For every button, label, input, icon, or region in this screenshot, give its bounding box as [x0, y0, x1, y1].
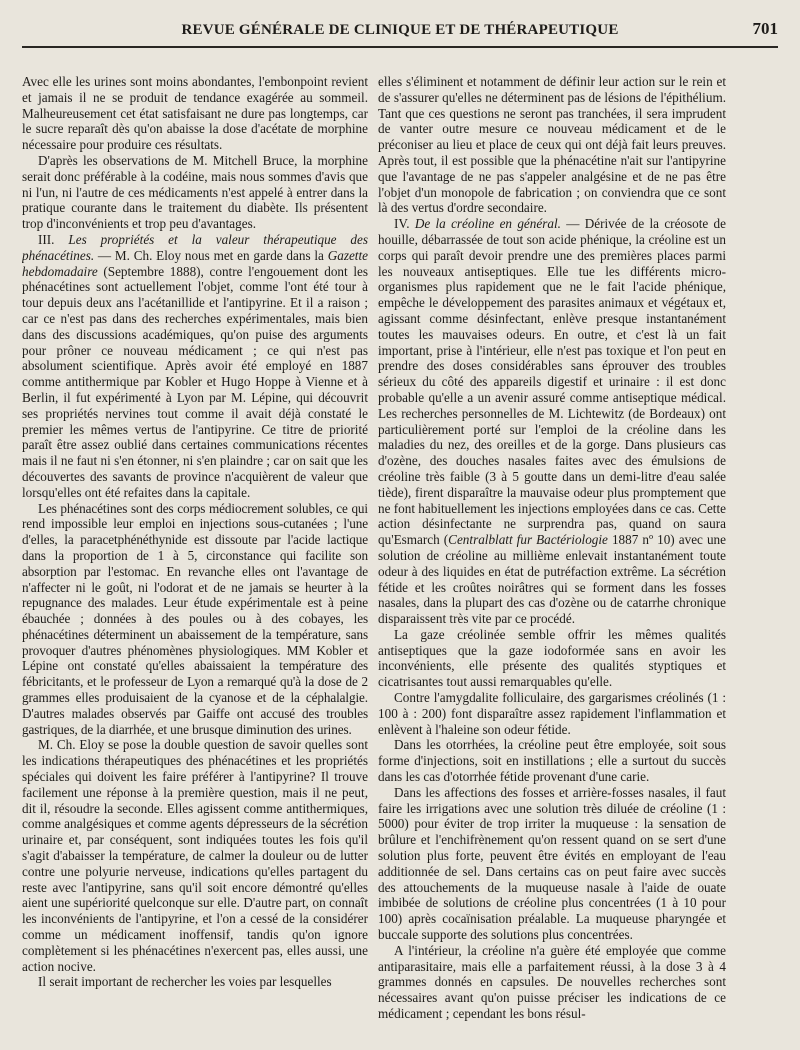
- section-iv-paragraph: [378, 216, 726, 627]
- text-run: — M. Ch. Eloy nous met en garde dans la: [94, 247, 328, 263]
- text-run: — Dérivée de la créosote de houille, débarrassée de tout son acide phénique, la créoline est un corps qui paraît devoir prendre une des premières places parmi les nouveaux antiseptiques. Elle tue les différents micro-organismes plus rapidement que ne le fait l'acide phénique, empêche le développement des parasites animaux et végétaux et, agissant comme désinfectant, enlève presque instantanément toutes les mauvaises odeurs. En outre, et c'est là un fait important, prise à l'intérieur, elle n'est pas toxique et l'on peut en prendre des doses considérables sans éprouver des troubles sérieux du côté des appareils digestif et urinaire : il est donc probable qu'elle a un avenir assuré comme antiseptique médical. Les recherches personnelles de M. Lichtewitz (de Bordeaux) ont particulièrement porté sur l'emploi de la créoline dans les maladies du nez, des oreilles et de la gorge. Dans plusieurs cas d'ozène, des douches nasales faites avec des émulsions de créoline très faible (3 à 5 goutte dans un demi-litre d'eau salée tiède), firent disparaître la mauvaise odeur plus promptement que ne font habituellement les injections employées dans ce cas. Cette action désinfectante ne surprendra pas, quand on saura qu'Esmarch (: [378, 216, 726, 548]
- running-title: REVUE GÉNÉRALE DE CLINIQUE ET DE THÉRAPEUTIQUE: [181, 22, 619, 38]
- section-number: IV.: [394, 216, 410, 232]
- paragraph: Dans les otorrhées, la créoline peut être employée, soit sous forme d'injections, soit en instillations ; elle a surtout du succès dans les cas d'otorrhée fétide provenant d'une carie.: [378, 737, 726, 785]
- text-run: 1887 nº 10) avec une solution de créoline au millième enlevait instantanément toute odeur à des liquides en état de putréfaction extrême. La sécrétion fétide et les croûtes noirâtres qui se forment dans les fosses nasales, dans la plupart des cas d'ozène ou de catarrhe chronique disparaissent très vite par ce procédé.: [378, 532, 726, 627]
- page-header: [22, 18, 778, 44]
- section-number: III.: [38, 231, 55, 247]
- paragraph: La gaze créolinée semble offrir les mêmes qualités antiseptiques que la gaze iodoformée sans en avoir les inconvénients, elle présente des qualités styptiques et cicatrisantes tout aussi remarquables qu'elle.: [378, 626, 726, 690]
- page-number: 701: [752, 19, 778, 38]
- paragraph: Il serait important de rechercher les voies par lesquelles: [38, 974, 332, 990]
- paragraph: A l'intérieur, la créoline n'a guère été employée que comme antiparasitaire, mais elle a parfaitement réussi, à la dose 3 à 4 grammes donnés en capsules. De nouvelles recherches sont nécessaires avant qu'on puisse préciser les indications de ce médicament ; cependant les bons résul-: [378, 942, 726, 1022]
- header-rule: [22, 46, 778, 48]
- paragraph: Dans les affections des fosses et arrière-fosses nasales, il faut faire les irrigations avec une solution très diluée de créoline (1 : 5000) pour éviter de trop irriter la muqueuse : la sensation de brûlure et l'enchifrènement qu'on ressent quand on se sert d'une solution plus forte, peuvent être évités en employant de l'eau additionnée de sel. Dans certains cas on peut faire avec succès des attouchements de la muqueuse nasale à l'aide de ouate imbibée de solutions de créoline plus concentrées (1 à 10 pour 100) après cocaïnisation préalable. La muqueuse pharyngée et buccale supporte des solutions plus concentrées.: [378, 784, 726, 943]
- section-iii-paragraph: [22, 232, 368, 501]
- paragraph: elles s'éliminent et notamment de définir leur action sur le rein et de s'assurer qu'elles ne déterminent pas de lésions de l'épithélium. Tant que ces questions ne seront pas tranchées, il sera imprudent de vanter outre mesure ce nouveau médicament et de le préconiser au lieu et place de ceux qui ont déjà fait leurs preuves. Après tout, il est possible que la phénacétine n'ait sur l'antipyrine que l'avantage de ne pas s'appeler analgésine et de ne pas être l'objet d'un monopole de fabrication ; on conviendra que ce sont là des vertus d'ordre secondaire.: [378, 74, 726, 216]
- paragraph: Avec elle les urines sont moins abondantes, l'embonpoint revient et jamais il ne se produit de tendance exagérée au sommeil. Malheureusement cet état satisfaisant ne dure pas longtemps, car le sucre reparaît dès qu'on abaisse la dose d'acétate de morphine nécessaire pour produire ces résultats.: [22, 74, 368, 153]
- left-column: [22, 74, 368, 1040]
- section-title: De la créoline en général.: [414, 216, 561, 232]
- journal-title: Gazette hebdomadaire: [22, 247, 368, 279]
- paragraph: M. Ch. Eloy se pose la double question de savoir quelles sont les indications thérapeutiques des phénacétines et les propriétés spéciales qui doivent les faire préférer à l'antipyrine? Il trouve facilement une réponse à la première question, mais il ne peut, dit il, résoudre la seconde. Elles agissent comme antithermiques, comme analgésiques et comme agents dépresseurs de la sécrétion urinaire et, par conséquent, sont indiquées toutes les fois qu'il s'agit d'abaisser la température, de calmer la douleur ou de lutter contre une polyurie nerveuse, indications qu'elles partagent du reste avec l'antipyrine, sans qu'il soit encore démontré qu'elles aient une supériorité quelconque sur elle. D'autre part, on connaît les inconvénients de l'antipyrine, et l'on a cessé de la considérer comme un médicament inoffensif, tandis qu'on ignore complètement si les phénacétines n'exercent pas, elles aussi, une action nocive.: [22, 737, 368, 974]
- journal-title: Centralblatt fur Bactériologie: [448, 532, 608, 548]
- paragraph: Contre l'amygdalite folliculaire, des gargarismes créolinés (1 : 100 à : 200) font disparaître assez rapidement l'inflammation et enlèvent à l'haleine son odeur fétide.: [378, 690, 726, 737]
- section-title: Les propriétés et la valeur thérapeutique des phénacétines.: [22, 231, 368, 263]
- paragraph: D'après les observations de M. Mitchell Bruce, la morphine serait donc préférable à la codéine, mais nous sommes d'avis que ni l'un, ni l'autre de ces médicaments n'est appelé à entrer dans la pratique courante dans le traitement du diabète. Ils présentent trop d'inconvénients et trop peu d'avantages.: [22, 152, 368, 232]
- paragraph: Les phénacétines sont des corps médiocrement solubles, ce qui rend impossible leur emploi en injections sous-cutanées ; l'une d'elles, la paracetphénéthynide est dissoute par l'acide lactique dans la proportion de 1 à 5, circonstance qui facilite son absorption par l'estomac. En revanche elles ont l'avantage de n'affecter ni le goût, ni l'odorat et de ne jamais se heurter à la repugnance des malades. Leur étude expérimentale est à peine ébauchée ; données à des poules ou à des cobayes, les phénacétines déterminent un abaissement de la température, sans provoquer d'autres phénomènes physiologiques. MM Kobler et Lépine ont constaté qu'elles abaissaient la température des fébricitants, et le professeur de Lyon a remarqué qu'à la dose de 2 grammes elles produisaient de la cyanose et de la céphalalgie. D'autres malades observés par Gaiffe ont accusé des troubles gastriques, de la diarrhée, et une brusque diminution des urines.: [22, 500, 368, 737]
- text-run: (Septembre 1888), contre l'engouement dont les phénacétines sont actuellement l'objet, comme l'ont été tour à tour depuis deux ans l'acétanillide et l'antipyrine. Et il a raison ; car ce n'est pas dans des recherches expérimentales, mais bien dans des discussions académiques, qu'on puise des arguments pour prôner ce nouveau médicament ; ce qui n'est pas absolument scientifique. Après avoir été employé en 1887 comme antithermique par Kobler et Hugo Hoppe à Vienne et à Berlin, il fut expérimenté à Lyon par M. Lépine, qui découvrit ses propriétés nervines tout comme il avait déjà constaté le premier les mêmes vertus de l'antipyrine. Ce titre de priorité paraît être assez oublié dans certaines communications récentes mais il ne faut ni s'en étonner, ni s'en plaindre ; car on sait que les découvertes des savants de province n'acquièrent de valeur que lorsqu'elles ont été refaites dans la capitale.: [22, 263, 368, 500]
- right-column: [378, 74, 726, 1040]
